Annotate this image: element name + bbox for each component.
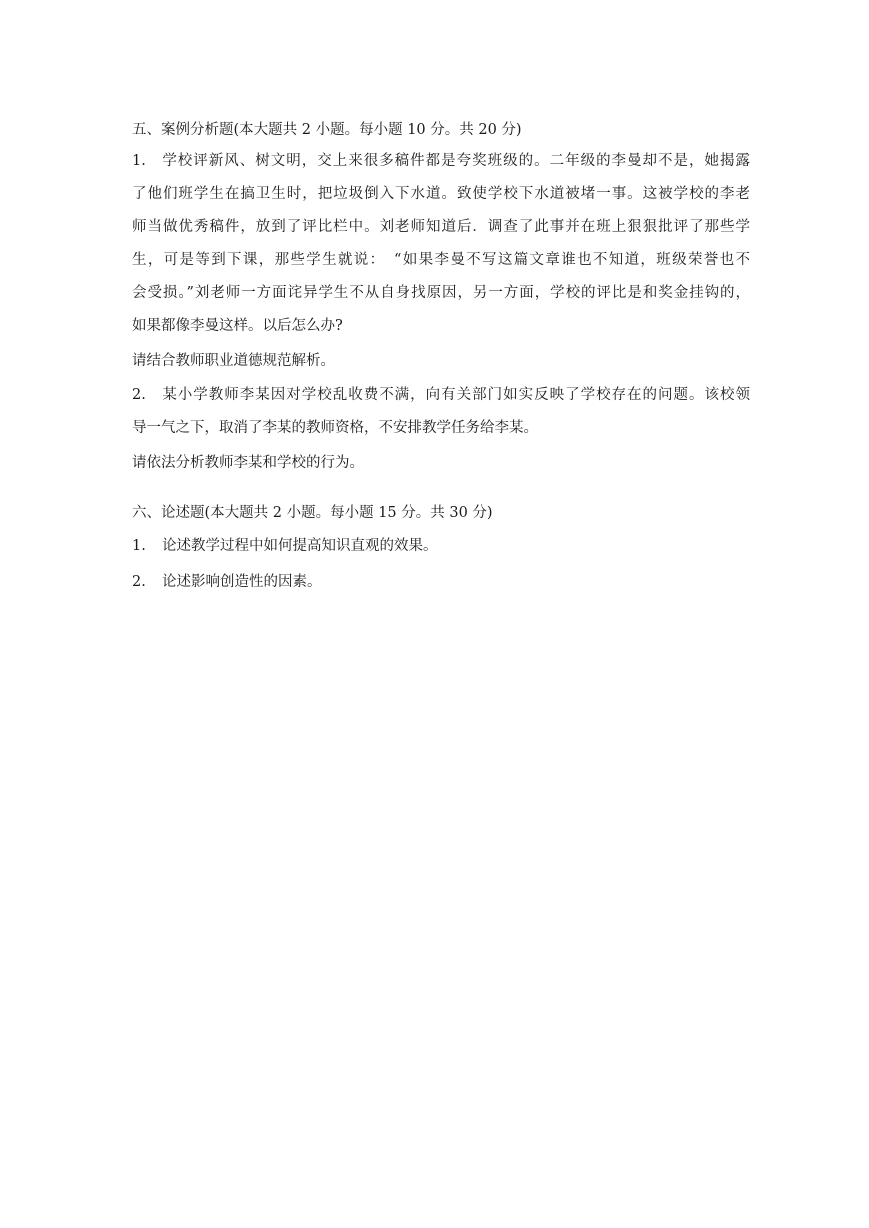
q1-prompt: 请结合教师职业道德规范解析。 xyxy=(132,353,335,369)
q2-line-1: 2. 某小学教师李某因对学校乱收费不满，向有关部门如实反映了学校存在的问题。该校领 xyxy=(132,387,750,403)
q1-line-6: 如果都像李曼这样。以后怎么办? xyxy=(132,318,343,334)
section6-heading: 六、论述题(本大题共 2 小题。每小题 15 分。共 30 分) xyxy=(132,505,493,521)
q1-line-5: 会受损。”刘老师一方面诧异学生不从自身找原因，另一方面，学校的评比是和奖金挂钩的， xyxy=(132,285,750,301)
section-spacer xyxy=(132,481,750,499)
essay-question-2-text: 论述影响创造性的因素。 xyxy=(162,574,322,590)
section5-heading: 五、案例分析题(本大题共 2 小题。每小题 10 分。共 20 分) xyxy=(132,122,522,138)
q1-line-3: 师当做优秀稿件，放到了评比栏中。刘老师知道后．调查了此事并在班上狠狠批评了那些学 xyxy=(132,219,750,235)
q1-line-2: 了他们班学生在搞卫生时，把垃圾倒入下水道。致使学校下水道被堵一事。这被学校的李老 xyxy=(132,186,750,202)
essay-question-2 xyxy=(132,564,750,600)
essay-question-2-number: 2. xyxy=(132,574,146,590)
q2-line-2: 导一气之下，取消了李某的教师资格，不安排教学任务给李某。 xyxy=(132,420,538,436)
q1-line-4: 生，可是等到下课，那些学生就说： “如果李曼不写这篇文章谁也不知道，班级荣誉也不 xyxy=(132,252,750,268)
q1-line-1: 1. 学校评新风、树文明，交上来很多稿件都是夸奖班级的。二年级的李曼却不是，她揭露 xyxy=(132,153,750,169)
essay-question-1-number: 1. xyxy=(132,538,146,554)
document-page xyxy=(132,116,750,600)
section5-question-2 xyxy=(132,379,750,445)
essay-question-1 xyxy=(132,528,750,564)
q2-prompt: 请依法分析教师李某和学校的行为。 xyxy=(132,455,364,471)
essay-question-1-text: 论述教学过程中如何提高知识直观的效果。 xyxy=(162,538,438,554)
section5-question-1 xyxy=(132,145,750,343)
